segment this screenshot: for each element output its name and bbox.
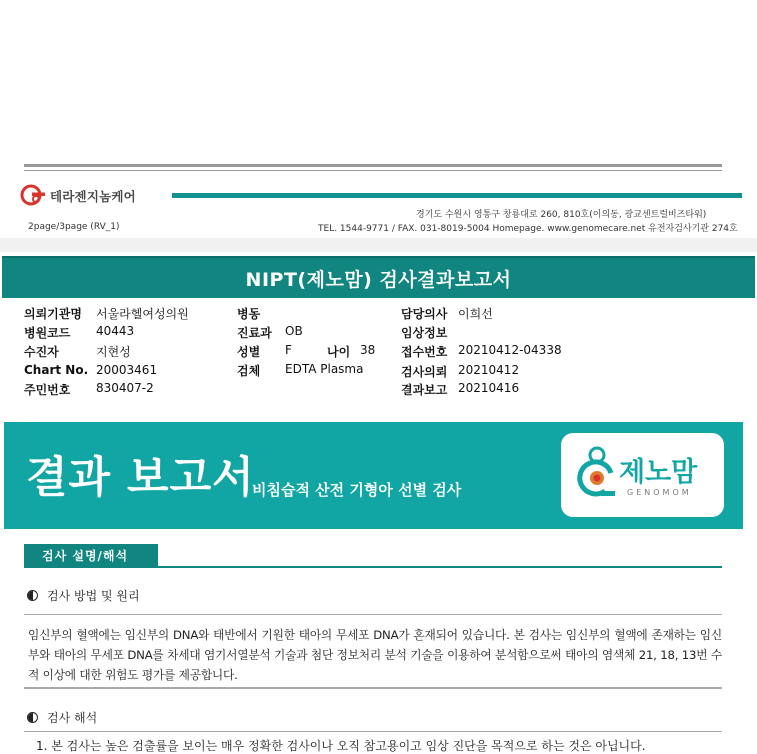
bullet-method-divider <box>24 614 722 615</box>
header-rule-top <box>24 164 722 167</box>
company-logo-icon <box>20 184 46 206</box>
section-tab <box>24 544 158 566</box>
header-teal-line <box>172 193 742 198</box>
info-department-value: OB <box>285 324 303 338</box>
report-title: NIPT(제노맘) 검사결과보고서 <box>245 269 512 291</box>
info-age: 나이 <box>327 345 351 359</box>
bullet-interpretation-label: 검사 해석 <box>47 711 98 725</box>
info-chart-no: Chart No. <box>24 363 89 377</box>
genomom-logo-text: 제노맘 <box>619 457 698 488</box>
interpretation-item-1: 1. 본 검사는 높은 검출률을 보이는 매우 정확한 검사이나 오직 참고용이고 임상 진단을 목적으로 하는 것은 아닙니다. <box>36 739 646 753</box>
banner-subtitle: 비침습적 산전 기형아 선별 검사 <box>252 481 462 499</box>
result-banner <box>4 422 743 529</box>
bullet-method <box>27 587 140 604</box>
bullet-method-label: 검사 방법 및 원리 <box>47 589 140 603</box>
info-ward: 병동 <box>237 307 261 321</box>
half-circle-icon <box>27 712 38 723</box>
paragraph-divider <box>24 687 722 689</box>
info-hospital-code-value: 40443 <box>96 324 135 338</box>
info-specimen: 검체 <box>237 364 261 378</box>
info-request-date-value: 20210412 <box>458 363 520 377</box>
info-physician-value: 이희선 <box>458 307 493 321</box>
info-physician: 담당의사 <box>401 307 448 321</box>
banner-title: 결과 보고서 <box>26 453 255 503</box>
info-receipt-no: 접수번호 <box>401 345 448 359</box>
info-patient-value: 지현성 <box>96 345 131 359</box>
company-address: 경기도 수원시 영통구 창룡대로 260, 810호(이의동, 광교센트럴비즈타워) <box>416 210 707 220</box>
genomom-logo <box>561 433 724 517</box>
info-id-number: 주민번호 <box>24 383 71 397</box>
bullet-interpretation <box>27 709 97 726</box>
info-referring-org-value: 서울라헬여성의원 <box>96 307 189 321</box>
info-hospital-code: 병원코드 <box>24 326 71 340</box>
genomom-logo-icon <box>575 445 619 505</box>
info-request-date: 검사의뢰 <box>401 365 448 379</box>
report-title-bar <box>2 256 755 298</box>
section-tab-label: 검사 설명/해석 <box>42 549 129 563</box>
info-receipt-no-value: 20210412-04338 <box>458 343 562 357</box>
section-tab-underline <box>24 566 722 568</box>
info-clinical: 임상정보 <box>401 326 448 340</box>
bullet-interpretation-divider <box>24 731 722 732</box>
info-referring-org: 의뢰기관명 <box>24 307 82 321</box>
company-name: 테라젠지놈케어 <box>50 189 136 204</box>
info-report-date-value: 20210416 <box>458 381 520 395</box>
info-id-number-value: 830407-2 <box>96 381 154 395</box>
header-band <box>0 238 757 252</box>
info-report-date: 결과보고 <box>401 383 448 397</box>
genomom-logo-subtext: GENOMOM <box>627 488 692 497</box>
info-chart-no-value: 20003461 <box>96 363 158 377</box>
info-patient: 수진자 <box>24 345 59 359</box>
info-age-value: 38 <box>360 343 376 357</box>
header-rule-bottom <box>24 170 722 171</box>
info-specimen-value: EDTA Plasma <box>285 362 364 376</box>
method-paragraph: 임신부의 혈액에는 임신부의 DNA와 태반에서 기원한 태아의 무세포 DNA가 혼재되어 있습니다. 본 검사는 임신부의 혈액에 존재하는 임신부와 태아의 무세포 DNA를 차세대 염기서열분석 기술과 첨단 정보처리 분석 기술을 이용하여 분석함으로써 태아의 염색체 21, 18, 13번 수적 이상에 대한 위험도 평가를 제공합니다. <box>28 628 722 682</box>
info-department: 진료과 <box>237 326 272 340</box>
page-info: 2page/3page (RV_1) <box>28 222 120 232</box>
info-sex: 성별 <box>237 345 261 359</box>
company-contact: TEL. 1544-9771 / FAX. 031-8019-5004 Homepage. www.genomecare.net 유전자검사기관 274호 <box>318 224 738 234</box>
info-sex-value: F <box>285 343 292 357</box>
half-circle-icon <box>27 590 38 601</box>
